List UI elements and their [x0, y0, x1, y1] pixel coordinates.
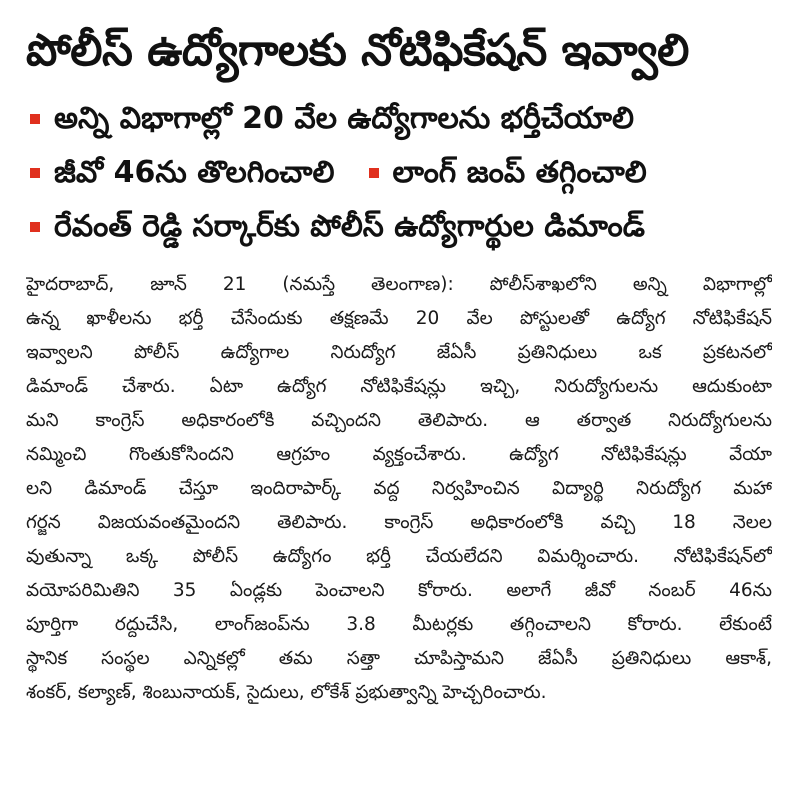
- subhead-1: [30, 92, 780, 146]
- subhead-3: [30, 200, 780, 254]
- subhead-text: అన్ని విభాగాల్లో 20 వేల ఉద్యోగాలను భర్తీచేయాలి: [54, 101, 634, 136]
- subhead-item: [369, 146, 647, 200]
- subhead-item: [30, 92, 634, 146]
- subhead-item: [30, 200, 645, 254]
- body-line: ఉన్న ఖాళీలను భర్తీ చేసేందుకు తక్షణమే 20 వేల పోస్టులతో ఉద్యోగ నోటిఫికేషన్: [26, 308, 772, 329]
- body-line: హైదరాబాద్, జూన్ 21 (నమస్తే తెలంగాణ): పోలీస్‌శాఖలోని అన్ని విభాగాల్లో: [26, 274, 772, 295]
- article-body: [26, 268, 772, 710]
- body-line: లని డిమాండ్ చేస్తూ ఇందిరాపార్క్ వద్ద నిర్వహించిన విద్యార్థి నిరుద్యోగ మహా: [26, 478, 772, 499]
- subhead-text: జీవో 46ను తొలగించాలి: [54, 155, 335, 190]
- subhead-2: [30, 146, 780, 200]
- bullet-square-icon: [30, 168, 40, 178]
- bullet-square-icon: [30, 222, 40, 232]
- body-line: పూర్తిగా రద్దుచేసి, లాంగ్‌జంప్‌ను 3.8 మీటర్లకు తగ్గించాలని కోరారు. లేకుంటే: [26, 614, 772, 635]
- bullet-square-icon: [369, 168, 379, 178]
- body-line: మని కాంగ్రెస్ అధికారంలోకి వచ్చిందని తెలిపారు. ఆ తర్వాత నిరుద్యోగులను: [26, 410, 772, 431]
- body-line: నమ్మించి గొంతుకోసిందని ఆగ్రహం వ్యక్తంచేశారు. ఉద్యోగ నోటిఫికేషన్లు వేయా: [26, 444, 772, 465]
- bullet-square-icon: [30, 114, 40, 124]
- body-line: గర్జన విజయవంతమైందని తెలిపారు. కాంగ్రెస్ అధికారంలోకి వచ్చి 18 నెలల: [26, 512, 772, 533]
- body-line: వుతున్నా ఒక్క పోలీస్ ఉద్యోగం భర్తీ చేయలేదని విమర్శించారు. నోటిఫికేషన్‌లో: [26, 546, 772, 567]
- body-line: ఇవ్వాలని పోలీస్ ఉద్యోగాల నిరుద్యోగ జేఏసీ ప్రతినిధులు ఒక ప్రకటనలో: [26, 342, 772, 363]
- subhead-text: రేవంత్ రెడ్డి సర్కార్‌కు పోలీస్ ఉద్యోగార్థుల డిమాండ్: [54, 209, 645, 244]
- body-line: స్థానిక సంస్థల ఎన్నికల్లో తమ సత్తా చూపిస్తామని జేఏసీ ప్రతినిధులు ఆకాశ్,: [26, 648, 772, 669]
- body-line: డిమాండ్ చేశారు. ఏటా ఉద్యోగ నోటిఫికేషన్లు ఇచ్చి, నిరుద్యోగులను ఆదుకుంటా: [26, 376, 772, 397]
- headline: పోలీస్ ఉద్యోగాలకు నోటిఫికేషన్ ఇవ్వాలి: [26, 25, 689, 76]
- body-line: వయోపరిమితిని 35 ఏండ్లకు పెంచాలని కోరారు. అలాగే జీవో నంబర్ 46ను: [26, 580, 772, 601]
- body-line: శంకర్, కల్యాణ్, శింబునాయక్, సైదులు, లోకేశ్ ప్రభుత్వాన్ని హెచ్చరించారు.: [26, 682, 547, 703]
- subhead-item: [30, 146, 335, 200]
- subhead-text: లాంగ్ జంప్ తగ్గించాలి: [392, 155, 647, 190]
